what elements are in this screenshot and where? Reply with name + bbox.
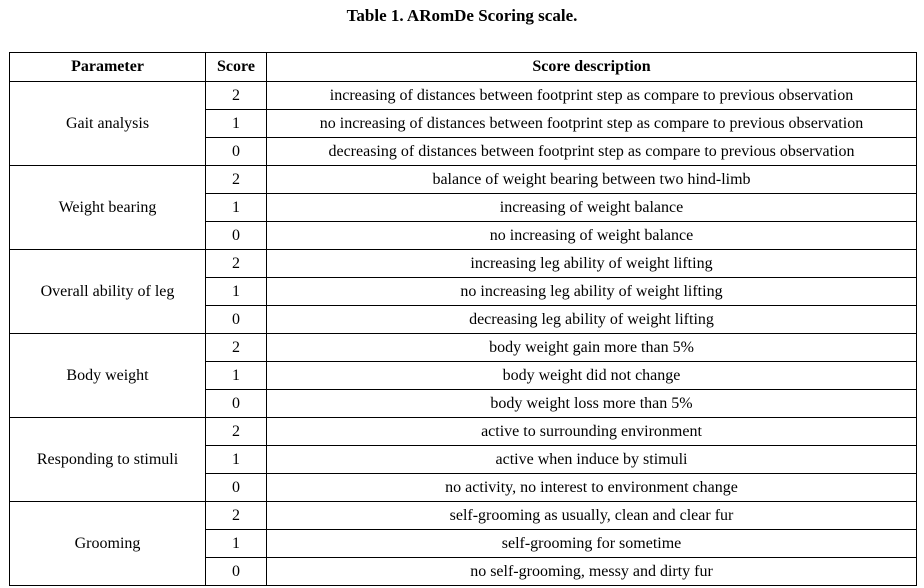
table-row	[10, 166, 917, 194]
score-cell: 2	[206, 82, 267, 110]
score-cell: 1	[206, 278, 267, 306]
parameter-cell: Grooming	[10, 502, 206, 586]
header-score-description: Score description	[267, 53, 917, 82]
score-cell: 2	[206, 166, 267, 194]
scoring-scale-table	[9, 52, 917, 586]
description-cell: self-grooming for sometime	[267, 530, 917, 558]
parameter-cell: Responding to stimuli	[10, 418, 206, 502]
header-parameter: Parameter	[10, 53, 206, 82]
table-row	[10, 250, 917, 278]
table-header	[10, 53, 917, 82]
description-cell: body weight gain more than 5%	[267, 334, 917, 362]
score-cell: 0	[206, 306, 267, 334]
score-cell: 0	[206, 474, 267, 502]
score-cell: 0	[206, 138, 267, 166]
description-cell: decreasing of distances between footprint step as compare to previous observation	[267, 138, 917, 166]
parameter-cell: Overall ability of leg	[10, 250, 206, 334]
table-row	[10, 418, 917, 446]
score-cell: 0	[206, 390, 267, 418]
description-cell: no activity, no interest to environment change	[267, 474, 917, 502]
parameter-cell: Weight bearing	[10, 166, 206, 250]
parameter-cell: Body weight	[10, 334, 206, 418]
description-cell: body weight loss more than 5%	[267, 390, 917, 418]
description-cell: decreasing leg ability of weight lifting	[267, 306, 917, 334]
table-caption: Table 1. ARomDe Scoring scale.	[346, 6, 578, 25]
score-cell: 1	[206, 362, 267, 390]
score-cell: 0	[206, 558, 267, 586]
description-cell: self-grooming as usually, clean and clear fur	[267, 502, 917, 530]
header-row	[10, 53, 917, 82]
description-cell: increasing of weight balance	[267, 194, 917, 222]
parameter-cell: Gait analysis	[10, 82, 206, 166]
description-cell: increasing of distances between footprint step as compare to previous observation	[267, 82, 917, 110]
score-cell: 2	[206, 250, 267, 278]
description-cell: no increasing of distances between footprint step as compare to previous observation	[267, 110, 917, 138]
description-cell: balance of weight bearing between two hind-limb	[267, 166, 917, 194]
table-row	[10, 502, 917, 530]
score-cell: 1	[206, 446, 267, 474]
description-cell: no self-grooming, messy and dirty fur	[267, 558, 917, 586]
score-cell: 1	[206, 194, 267, 222]
description-cell: active to surrounding environment	[267, 418, 917, 446]
description-cell: increasing leg ability of weight lifting	[267, 250, 917, 278]
score-cell: 2	[206, 334, 267, 362]
description-cell: body weight did not change	[267, 362, 917, 390]
score-cell: 1	[206, 110, 267, 138]
description-cell: no increasing of weight balance	[267, 222, 917, 250]
score-cell: 2	[206, 418, 267, 446]
score-cell: 2	[206, 502, 267, 530]
table-row	[10, 334, 917, 362]
table-row	[10, 82, 917, 110]
table-body	[10, 82, 917, 586]
description-cell: active when induce by stimuli	[267, 446, 917, 474]
header-score: Score	[206, 53, 267, 82]
score-cell: 0	[206, 222, 267, 250]
description-cell: no increasing leg ability of weight lifting	[267, 278, 917, 306]
score-cell: 1	[206, 530, 267, 558]
